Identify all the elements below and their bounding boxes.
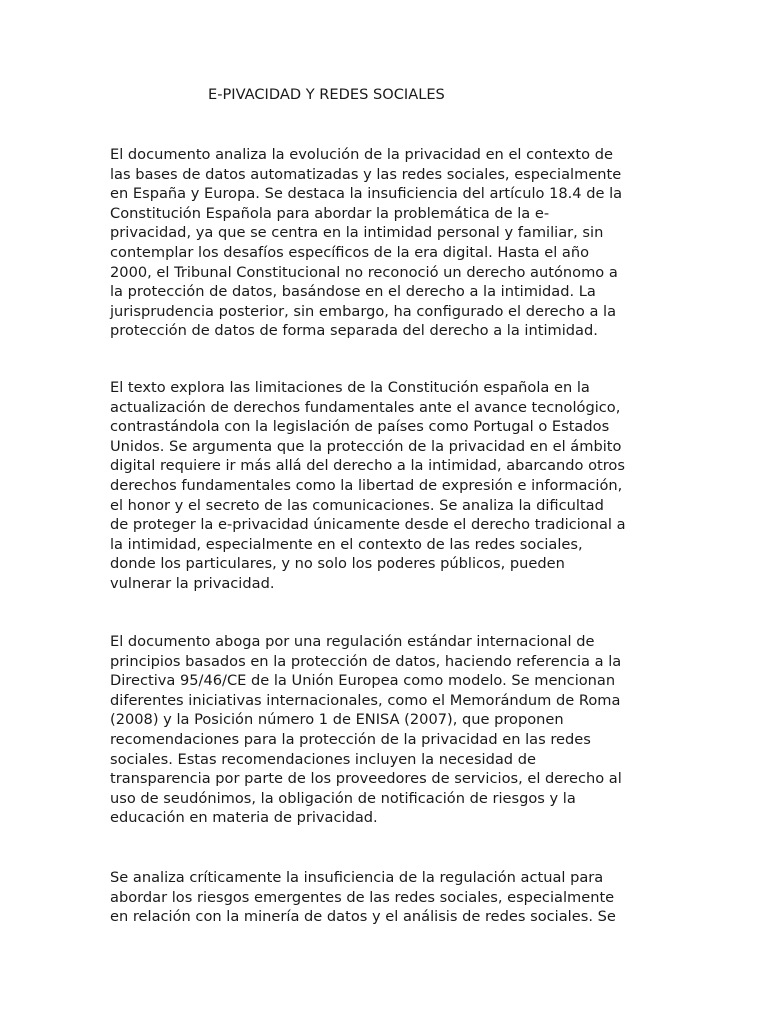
text-line: Unidos. Se argumenta que la protección de la privacidad en el ámbito (110, 437, 622, 455)
text-line: la intimidad, especialmente en el contexto de las redes sociales, (110, 535, 583, 553)
paragraph-4 (110, 868, 670, 927)
text-line: diferentes iniciativas internacionales, como el Memorándum de Roma (110, 691, 621, 709)
paragraph-3 (110, 632, 670, 828)
paragraph-2 (110, 378, 670, 594)
text-line: de proteger la e-privacidad únicamente desde el derecho tradicional a (110, 516, 626, 534)
text-line: El documento aboga por una regulación estándar internacional de (110, 633, 595, 650)
text-line: el honor y el secreto de las comunicaciones. Se analiza la dificultad (110, 496, 604, 514)
text-line: contemplar los desafíos específicos de la era digital. Hasta el año (110, 243, 590, 261)
text-line: principios basados en la protección de datos, haciendo referencia a la (110, 652, 622, 670)
text-line: uso de seudónimos, la obligación de notificación de riesgos y la (110, 789, 576, 807)
text-line: privacidad, ya que se centra en la intimidad personal y familiar, sin (110, 224, 604, 242)
text-line: vulnerar la privacidad. (110, 574, 275, 592)
text-line: 2000, el Tribunal Constitucional no reconoció un derecho autónomo a (110, 263, 618, 281)
text-line: la protección de datos, basándose en el derecho a la intimidad. La (110, 283, 596, 301)
paragraph-1 (110, 145, 670, 341)
text-line: contrastándola con la legislación de países como Portugal o Estados (110, 418, 610, 436)
text-line: abordar los riesgos emergentes de las redes sociales, especialmente (110, 888, 615, 906)
text-line: El texto explora las limitaciones de la Constitución española en la (110, 379, 590, 396)
text-line: protección de datos de forma separada del derecho a la intimidad. (110, 322, 598, 340)
text-line: sociales. Estas recomendaciones incluyen la necesidad de (110, 750, 536, 768)
text-line: las bases de datos automatizadas y las redes sociales, especialmente (110, 165, 622, 183)
text-line: donde los particulares, y no solo los poderes públicos, pueden (110, 555, 565, 573)
text-line: El documento analiza la evolución de la privacidad en el contexto de (110, 146, 613, 163)
text-line: en relación con la minería de datos y el análisis de redes sociales. Se (110, 908, 616, 926)
text-line: Constitución Española para abordar la problemática de la e- (110, 204, 550, 222)
text-line: digital requiere ir más allá del derecho a la intimidad, abarcando otros (110, 457, 625, 475)
text-line: Se analiza críticamente la insuficiencia de la regulación actual para (110, 869, 604, 886)
text-line: transparencia por parte de los proveedores de servicios, el derecho al (110, 770, 622, 788)
text-line: derechos fundamentales como la libertad de expresión e información, (110, 476, 623, 494)
text-line: actualización de derechos fundamentales ante el avance tecnológico, (110, 398, 621, 416)
text-line: educación en materia de privacidad. (110, 809, 378, 827)
text-line: en España y Europa. Se destaca la insuficiencia del artículo 18.4 de la (110, 185, 623, 203)
text-line: (2008) y la Posición número 1 de ENISA (2007), que proponen (110, 711, 564, 729)
text-line: recomendaciones para la protección de la privacidad en las redes (110, 730, 591, 748)
text-line: Directiva 95/46/CE de la Unión Europea como modelo. Se mencionan (110, 672, 616, 690)
document-title: E-PIVACIDAD Y REDES SOCIALES (208, 86, 445, 103)
text-line: jurisprudencia posterior, sin embargo, ha configurado el derecho a la (110, 302, 617, 320)
